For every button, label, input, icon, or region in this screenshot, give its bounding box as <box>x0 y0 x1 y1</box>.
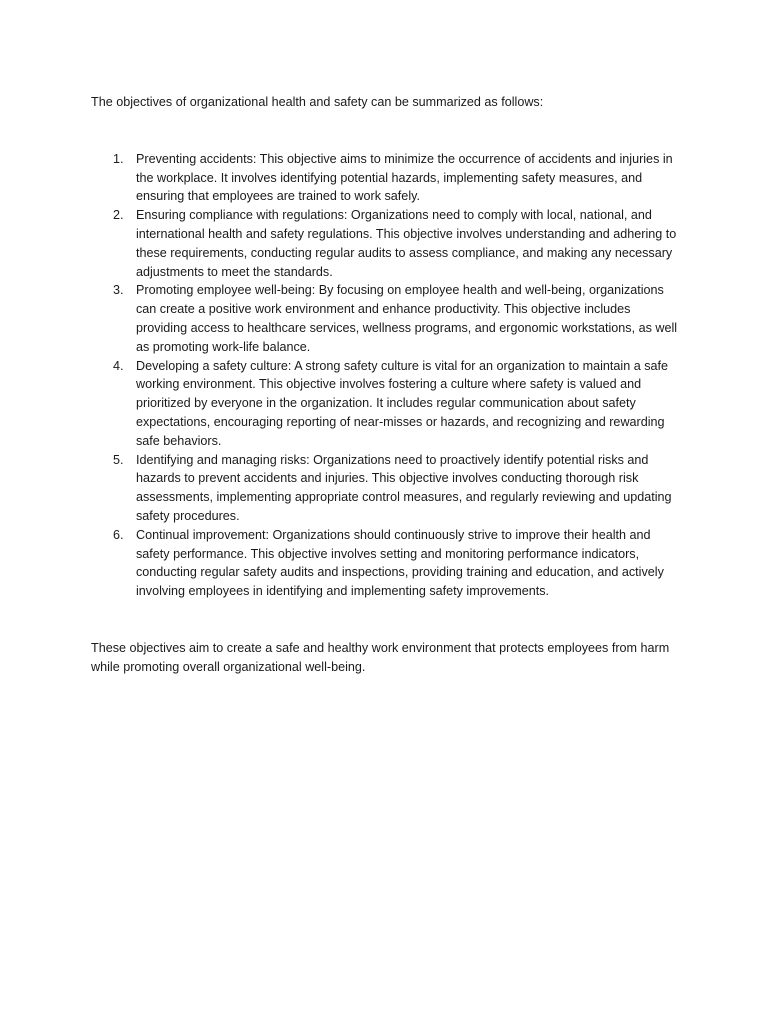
list-item <box>91 281 681 356</box>
list-item <box>91 150 681 206</box>
list-item-number: 6. <box>113 527 124 542</box>
list-item-text: Developing a safety culture: A strong safety culture is vital for an organization to maintain a safe working environment. This objective involves fostering a culture where safety is valued and prioritized by everyone in the organization. It includes regular communication about safety expectations, encouraging reporting of near-misses or hazards, and recognizing and rewarding safe behaviors. <box>136 358 669 448</box>
intro-paragraph: The objectives of organizational health and safety can be summarized as follows: <box>91 95 544 109</box>
list-item-text: Identifying and managing risks: Organizations need to proactively identify potential risks and hazards to prevent accidents and injuries. This objective involves conducting thorough risk assessments, implementing appropriate control measures, and regularly reviewing and updating safety procedures. <box>136 452 672 523</box>
list-item-text: Preventing accidents: This objective aims to minimize the occurrence of accidents and injuries in the workplace. It involves identifying potential hazards, implementing safety measures, and ensuring that employees are trained to work safely. <box>136 151 673 204</box>
objectives-list <box>91 150 681 601</box>
conclusion-paragraph: These objectives aim to create a safe and healthy work environment that protects employees from harm while promoting overall organizational well-being. <box>91 640 670 674</box>
list-item-number: 1. <box>113 151 124 166</box>
list-item <box>91 451 681 526</box>
document-page <box>91 93 681 677</box>
list-item <box>91 526 681 601</box>
list-item-number: 5. <box>113 452 124 467</box>
list-item-number: 4. <box>113 358 124 373</box>
list-item-text: Ensuring compliance with regulations: Organizations need to comply with local, national, and international health and safety regulations. This objective involves understanding and adhering to these requirements, conducting regular audits to assess compliance, and making any necessary adjustments to meet the standards. <box>136 208 677 279</box>
list-item <box>91 206 681 281</box>
list-item-text: Promoting employee well-being: By focusing on employee health and well-being, organizations can create a positive work environment and enhance productivity. This objective includes providing access to healthcare services, wellness programs, and ergonomic workstations, as well as promoting work-life balance. <box>136 283 678 354</box>
list-item <box>91 357 681 451</box>
list-item-text: Continual improvement: Organizations should continuously strive to improve their health and safety performance. This objective involves setting and monitoring performance indicators, conducting regular safety audits and inspections, providing training and education, and actively involving employees in identifying and implementing safety improvements. <box>136 527 664 599</box>
list-item-number: 2. <box>113 208 124 223</box>
list-item-number: 3. <box>113 283 124 298</box>
